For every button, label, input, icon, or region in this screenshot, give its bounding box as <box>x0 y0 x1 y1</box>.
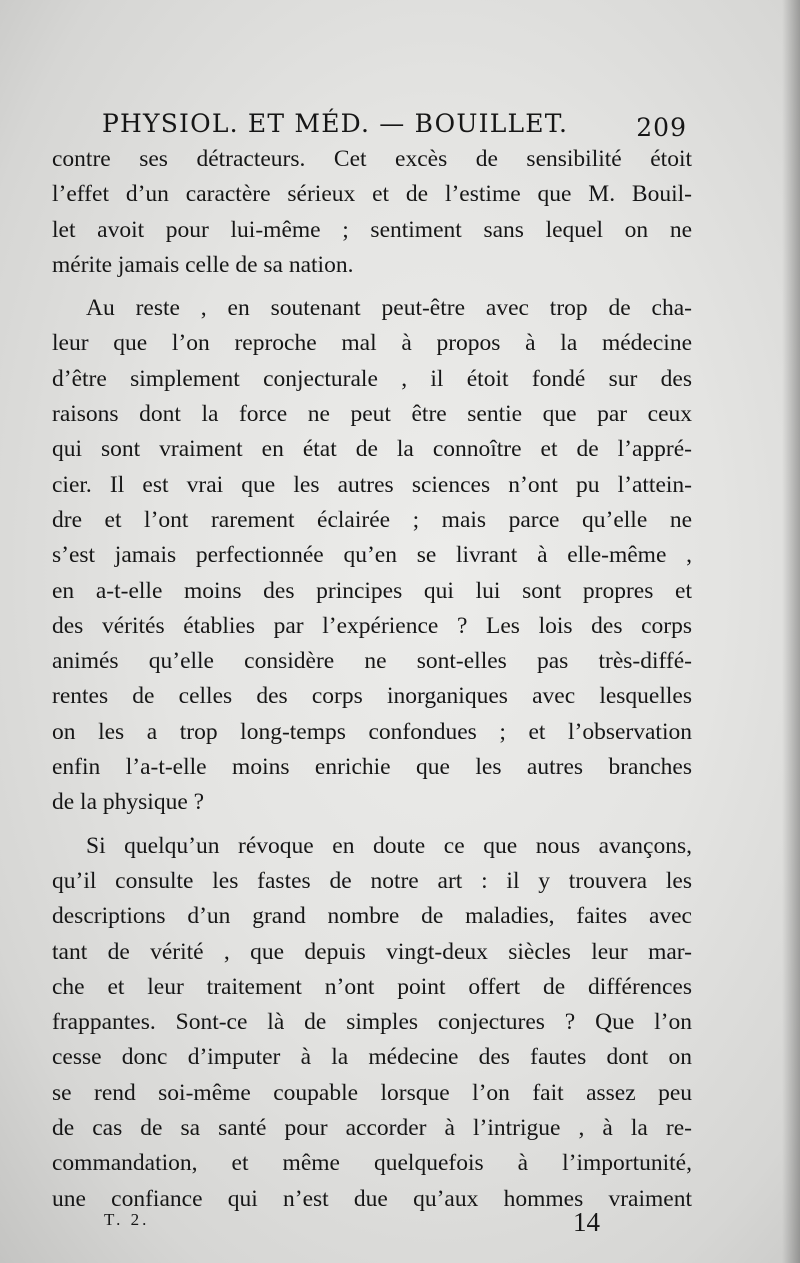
text-line: mérite jamais celle de sa nation. <box>52 251 354 278</box>
text-line: qui sont vraiment en état de la connoître et de l’appré- <box>52 436 692 463</box>
text-line: tant de vérité , que depuis vingt-deux siècles leur mar- <box>52 938 692 965</box>
page-footer <box>104 1208 600 1244</box>
text-line: let avoit pour lui-même ; sentiment sans lequel on ne <box>52 216 692 243</box>
page-header <box>102 104 687 144</box>
text-line: cesse donc d’imputer à la médecine des fautes dont on <box>52 1044 692 1071</box>
text-line: enfin l’a-t-elle moins enrichie que les autres branches <box>52 754 692 781</box>
signature-number: 14 <box>573 1207 600 1237</box>
text-line: qu’il consulte les fastes de notre art : il y trouvera les <box>52 867 692 894</box>
text-line: cier. Il est vrai que les autres sciences n’ont pu l’attein- <box>52 471 692 498</box>
text-line: d’être simplement conjecturale , il étoit fondé sur des <box>52 365 692 392</box>
text-line: une confiance qui n’est due qu’aux hommes vraiment <box>52 1185 692 1212</box>
text-line: Si quelqu’un révoque en doute ce que nous avançons, <box>86 832 692 859</box>
paragraph-gap <box>52 283 692 291</box>
text-line: descriptions d’un grand nombre de maladies, faites avec <box>52 903 692 930</box>
text-line: rentes de celles des corps inorganiques avec lesquelles <box>52 683 692 710</box>
text-line: raisons dont la force ne peut être sentie que par ceux <box>52 401 692 428</box>
paragraph <box>52 142 692 283</box>
text-line: se rend soi-même coupable lorsque l’on fait assez peu <box>52 1079 692 1106</box>
text-line: de cas de sa santé pour accorder à l’intrigue , à la re- <box>52 1115 692 1142</box>
text-line: en a-t-elle moins des principes qui lui sont propres et <box>52 577 692 604</box>
text-line: frappantes. Sont-ce là de simples conjectures ? Que l’on <box>52 1009 692 1036</box>
text-line: dre et l’ont rarement éclairée ; mais parce qu’elle ne <box>52 506 692 533</box>
page-number: 209 <box>636 113 687 142</box>
text-line: s’est jamais perfectionnée qu’en se livrant à elle-même , <box>52 542 692 569</box>
paragraph-gap <box>52 821 692 829</box>
body-text <box>52 142 692 1217</box>
running-title: PHYSIOL. ET MÉD. — BOUILLET. <box>102 109 569 138</box>
text-line: des vérités établies par l’expérience ? Les lois des corps <box>52 612 692 639</box>
text-line: leur que l’on reproche mal à propos à la médecine <box>52 330 692 357</box>
text-line: on les a trop long-temps confondues ; et l’observation <box>52 718 692 745</box>
paragraph <box>52 829 692 1217</box>
text-line: che et leur traitement n’ont point offert de différences <box>52 973 692 1000</box>
text-line: l’effet d’un caractère sérieux et de l’estime que M. Bouil- <box>52 181 692 208</box>
text-line: Au reste , en soutenant peut-être avec trop de cha- <box>86 295 692 322</box>
text-line: animés qu’elle considère ne sont-elles pas très-diffé- <box>52 648 692 675</box>
text-line: de la physique ? <box>52 789 205 816</box>
text-line: commandation, et même quelquefois à l’importunité, <box>52 1150 692 1177</box>
text-line: contre ses détracteurs. Cet excès de sensibilité étoit <box>52 146 692 172</box>
signature-mark: T. 2. <box>104 1210 150 1229</box>
paragraph <box>52 291 692 820</box>
